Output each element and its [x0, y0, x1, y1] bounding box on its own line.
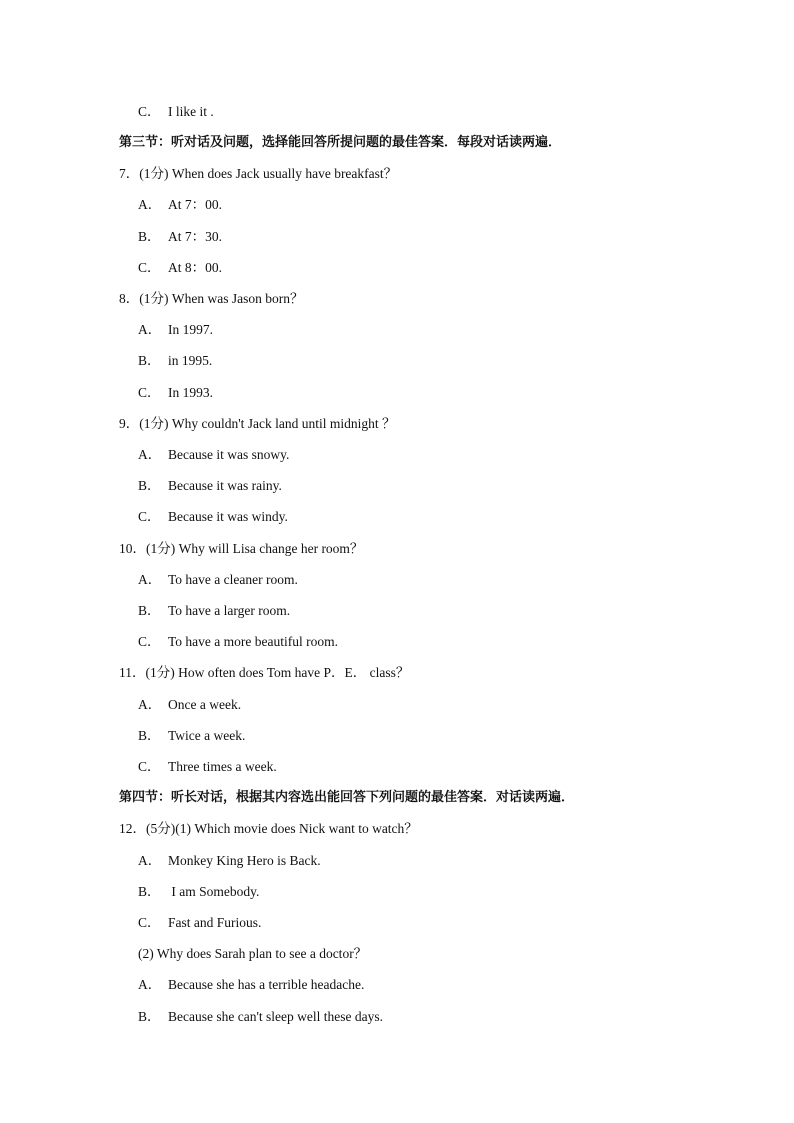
option-text: I like it .	[168, 104, 214, 119]
question-11-option-a	[138, 696, 241, 714]
option-letter: C．	[138, 104, 161, 119]
question-12-stem: 12．(5分)(1) Which movie does Nick want to watch？	[119, 821, 418, 836]
question-7-stem: 7．(1分) When does Jack usually have breakfast？	[119, 166, 398, 181]
option-text: I am Somebody.	[168, 884, 260, 899]
option-letter: A．	[138, 447, 162, 462]
option-text: Because she can't sleep well these days.	[168, 1009, 383, 1024]
question-7-option-c	[138, 259, 222, 277]
option-letter: A．	[138, 697, 162, 712]
question-9-stem: 9．(1分) Why couldn't Jack land until midnight ？	[119, 416, 396, 431]
option-letter: A．	[138, 977, 162, 992]
option-text: Because it was rainy.	[168, 478, 282, 493]
question-7-option-a	[138, 196, 222, 214]
option-text: Because it was snowy.	[168, 447, 290, 462]
question-10-stem: 10．(1分) Why will Lisa change her room？	[119, 541, 364, 556]
option-letter: A．	[138, 853, 162, 868]
question-8-option-a	[138, 321, 213, 339]
question-12-2-option-b	[138, 1008, 383, 1026]
option-letter: B．	[138, 1009, 161, 1024]
option-text: Fast and Furious.	[168, 915, 262, 930]
question-9-option-a	[138, 446, 289, 464]
option-text: To have a more beautiful room.	[168, 634, 338, 649]
option-text: Monkey King Hero is Back.	[168, 853, 321, 868]
question-12-1-option-c	[138, 914, 261, 932]
section-3-heading: 第三节：听对话及问题，选择能回答所提问题的最佳答案．每段对话读两遍．	[119, 135, 562, 150]
option-letter: B．	[138, 603, 161, 618]
question-10-option-a	[138, 571, 298, 589]
option-text: Because it was windy.	[168, 509, 288, 524]
option-text: To have a cleaner room.	[168, 572, 298, 587]
option-letter: B．	[138, 353, 161, 368]
option-text: Three times a week.	[168, 759, 277, 774]
option-letter: B．	[138, 884, 161, 899]
option-text: In 1997.	[168, 322, 213, 337]
question-9-option-b	[138, 477, 282, 495]
option-c-prev	[138, 103, 214, 121]
option-text: Because she has a terrible headache.	[168, 977, 365, 992]
option-letter: C．	[138, 260, 161, 275]
option-letter: C．	[138, 509, 161, 524]
option-text: Once a week.	[168, 697, 242, 712]
option-letter: A．	[138, 572, 162, 587]
option-letter: C．	[138, 915, 161, 930]
question-10-option-b	[138, 602, 290, 620]
question-8-option-b	[138, 352, 212, 370]
option-text: in 1995.	[168, 353, 213, 368]
option-letter: B．	[138, 478, 161, 493]
option-letter: C．	[138, 385, 161, 400]
option-letter: A．	[138, 322, 162, 337]
question-9-option-c	[138, 508, 288, 526]
option-text: To have a larger room.	[168, 603, 291, 618]
option-letter: B．	[138, 229, 161, 244]
question-12-1-option-a	[138, 852, 321, 870]
question-11-option-b	[138, 727, 245, 745]
question-10-option-c	[138, 633, 338, 651]
option-text: At 7：00.	[168, 197, 222, 212]
option-text: Twice a week.	[168, 728, 246, 743]
option-text: At 7：30.	[168, 229, 222, 244]
question-11-stem: 11．(1分) How often does Tom have P．E． class？	[119, 665, 410, 680]
question-11-option-c	[138, 758, 277, 776]
question-12-2-stem: (2) Why does Sarah plan to see a doctor？	[138, 946, 368, 961]
option-text: At 8：00.	[168, 260, 222, 275]
question-12-1-option-b	[138, 883, 259, 901]
option-letter: B．	[138, 728, 161, 743]
option-letter: C．	[138, 759, 161, 774]
question-7-option-b	[138, 228, 222, 246]
option-letter: C．	[138, 634, 161, 649]
option-letter: A．	[138, 197, 162, 212]
question-8-stem: 8．(1分) When was Jason born？	[119, 291, 304, 306]
section-4-heading: 第四节：听长对话，根据其内容选出能回答下列问题的最佳答案．对话读两遍．	[119, 790, 575, 805]
question-12-2-option-a	[138, 976, 364, 994]
option-text: In 1993.	[168, 385, 213, 400]
question-8-option-c	[138, 384, 213, 402]
